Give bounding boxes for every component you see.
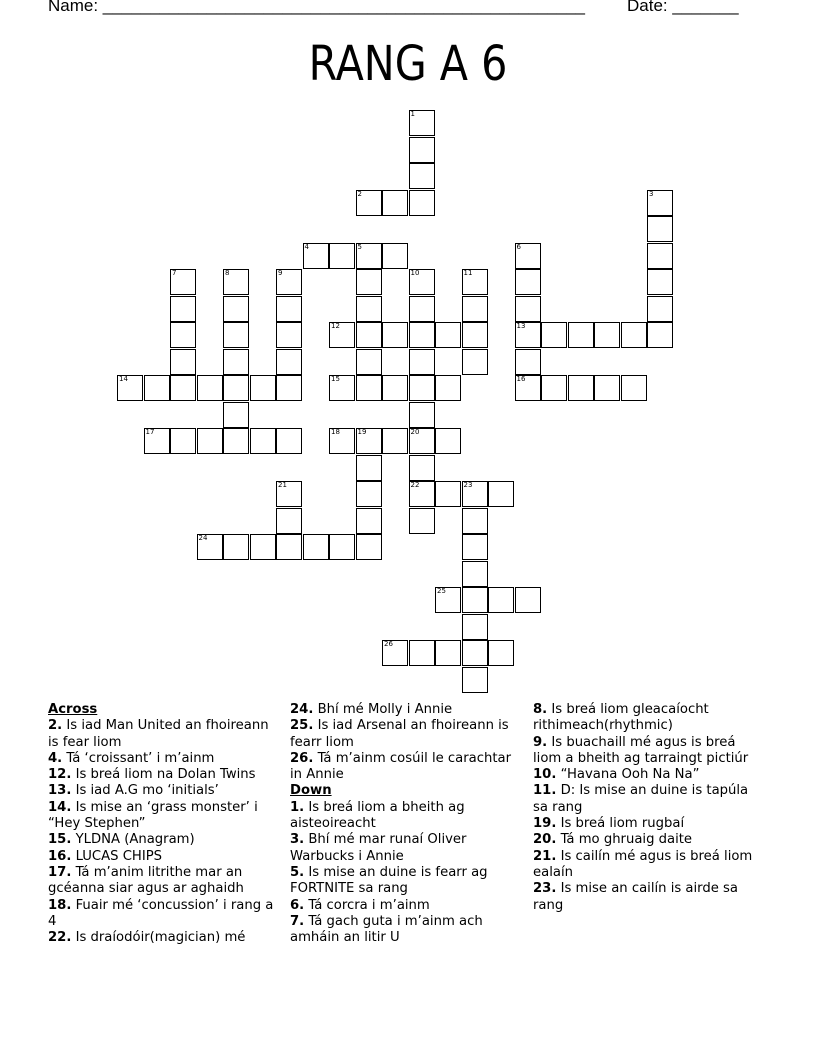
crossword-cell[interactable]: [462, 667, 488, 693]
crossword-cell[interactable]: [409, 296, 435, 322]
crossword-cell[interactable]: [276, 428, 302, 454]
crossword-cell[interactable]: [515, 375, 541, 401]
crossword-cell[interactable]: [356, 269, 382, 295]
clue-text: Tá ‘croissant’ i m’ainm: [62, 750, 215, 766]
clue-text: Is breá liom a bheith ag aisteoireacht: [290, 799, 465, 832]
clue-number-label: 24.: [290, 702, 314, 717]
crossword-cell[interactable]: [170, 375, 196, 401]
crossword-cell[interactable]: [276, 534, 302, 560]
crossword-cell[interactable]: [647, 190, 673, 216]
crossword-cell[interactable]: [356, 534, 382, 560]
clue-number-label: 12.: [48, 767, 72, 783]
clue-number: 2: [357, 189, 362, 198]
date-field[interactable]: Date: _______: [627, 0, 739, 15]
crossword-cell[interactable]: [409, 349, 435, 375]
crossword-cell[interactable]: [462, 269, 488, 295]
across-clue: [290, 751, 520, 784]
clue-number: 11: [463, 269, 473, 277]
clue-number-label: 13.: [48, 783, 72, 799]
clue-text: Tá m’anim litrithe mar an gcéanna siar agus ar aghaidh: [48, 864, 244, 897]
crossword-cell[interactable]: [329, 375, 355, 401]
crossword-cell[interactable]: [276, 375, 302, 401]
clue-number-label: 6.: [290, 897, 305, 913]
crossword-cell[interactable]: [647, 243, 673, 269]
crossword-cell[interactable]: [250, 375, 276, 401]
clue-number-label: 5.: [290, 864, 305, 880]
down-clue: [533, 702, 763, 735]
clue-text: Bhí mé mar runaí Oliver Warbucks i Annie: [290, 832, 467, 864]
column-3: [533, 702, 763, 914]
clue-number: 19: [357, 428, 367, 436]
clue-number-label: 23.: [533, 881, 557, 897]
clue-number: 21: [278, 481, 287, 489]
crossword-cell[interactable]: [435, 322, 461, 348]
clue-text: Is iad A.G mo ‘initials’: [71, 783, 219, 799]
crossword-cell[interactable]: [223, 269, 249, 295]
crossword-cell[interactable]: [462, 481, 488, 507]
clue-number: 3: [649, 189, 654, 198]
crossword-cell[interactable]: [409, 322, 435, 348]
crossword-cell[interactable]: [356, 349, 382, 375]
crossword-cell[interactable]: [276, 481, 302, 507]
clue-number-label: 26.: [290, 750, 314, 766]
crossword-cell[interactable]: [144, 428, 170, 454]
across-clue: [48, 865, 278, 898]
crossword-cell[interactable]: [462, 587, 488, 613]
crossword-cell[interactable]: [382, 428, 408, 454]
clue-number: 16: [516, 375, 526, 383]
across-clue: [48, 930, 278, 946]
clue-text: Is mise an cailín is airde sa rang: [533, 881, 738, 913]
crossword-cell[interactable]: [435, 375, 461, 401]
crossword-cell[interactable]: [462, 508, 488, 534]
clue-number-label: 15.: [48, 832, 72, 848]
crossword-cell[interactable]: [170, 349, 196, 375]
crossword-cell[interactable]: [170, 428, 196, 454]
crossword-cell[interactable]: [621, 322, 647, 348]
clue-number-label: 17.: [48, 864, 72, 880]
crossword-cell[interactable]: [541, 322, 567, 348]
clue-number: 8: [225, 269, 230, 277]
crossword-cell[interactable]: [303, 534, 329, 560]
clue-text: Is breá liom na Dolan Twins: [71, 767, 256, 783]
crossword-cell[interactable]: [594, 322, 620, 348]
down-clue: [290, 800, 520, 833]
crossword-cell[interactable]: [488, 481, 514, 507]
crossword-cell[interactable]: [462, 534, 488, 560]
crossword-cell[interactable]: [356, 508, 382, 534]
crossword-cell[interactable]: [329, 428, 355, 454]
clue-number: 10: [410, 269, 420, 277]
crossword-cell[interactable]: [276, 322, 302, 348]
crossword-cell[interactable]: [197, 375, 223, 401]
crossword-cell[interactable]: [568, 322, 594, 348]
clue-number-label: 2.: [48, 718, 63, 734]
clue-number: 14: [119, 375, 128, 383]
clue-text: “Havana Ooh Na Na”: [556, 767, 700, 783]
crossword-cell[interactable]: [409, 428, 435, 454]
clue-number-label: 25.: [290, 718, 314, 734]
crossword-cell[interactable]: [223, 428, 249, 454]
clue-text: Is draíodóir(magician) mé: [71, 930, 246, 946]
clue-number-label: 8.: [533, 702, 548, 717]
clue-number: 15: [331, 375, 340, 383]
crossword-cell[interactable]: [276, 269, 302, 295]
clue-text: Is buachaill mé agus is breá liom a bheith ag tarraingt pictiúr: [533, 734, 749, 766]
crossword-cell[interactable]: [223, 375, 249, 401]
crossword-cell[interactable]: [356, 190, 382, 216]
name-field[interactable]: Name: ___________________________________________________: [48, 0, 585, 15]
clue-text: Tá gach guta i m’ainm ach amháin an litir U: [290, 913, 483, 946]
crossword-cell[interactable]: [170, 269, 196, 295]
crossword-cell[interactable]: [382, 322, 408, 348]
crossword-cell[interactable]: [356, 455, 382, 481]
down-clue: [533, 783, 763, 816]
column-2: [290, 702, 520, 946]
clue-number-label: 22.: [48, 930, 72, 946]
crossword-cell[interactable]: [515, 269, 541, 295]
crossword-cell[interactable]: [409, 137, 435, 163]
crossword-cell[interactable]: [435, 640, 461, 666]
clue-text: Is mise an ‘grass monster’ i “Hey Stephen”: [48, 799, 258, 832]
crossword-cell[interactable]: [515, 296, 541, 322]
clue-number-label: 1.: [290, 799, 305, 815]
crossword-cell[interactable]: [409, 163, 435, 189]
clue-text: LUCAS CHIPS: [71, 848, 163, 864]
clue-number: 9: [278, 269, 283, 277]
crossword-cell[interactable]: [515, 322, 541, 348]
crossword-cell[interactable]: [594, 375, 620, 401]
crossword-cell[interactable]: [488, 587, 514, 613]
down-clue: [290, 865, 520, 898]
clue-number: 22: [410, 481, 420, 489]
clue-number-label: 7.: [290, 913, 305, 929]
clue-text: Is iad Arsenal an fhoireann is fearr liom: [290, 718, 509, 750]
across-clue: [48, 767, 278, 783]
clue-text: Is iad Man United an fhoireann is fear liom: [48, 718, 269, 750]
crossword-cell[interactable]: [647, 322, 673, 348]
crossword-cell[interactable]: [197, 534, 223, 560]
crossword-cell[interactable]: [356, 296, 382, 322]
crossword-cell[interactable]: [276, 349, 302, 375]
page-title: RANG A 6: [308, 36, 508, 92]
crossword-cell[interactable]: [223, 296, 249, 322]
crossword-cell[interactable]: [356, 481, 382, 507]
crossword-cell[interactable]: [356, 375, 382, 401]
across-clue: [48, 849, 278, 865]
across-clue: [48, 800, 278, 833]
clue-number: 4: [304, 242, 309, 251]
crossword-cell[interactable]: [409, 269, 435, 295]
crossword-cell[interactable]: [409, 402, 435, 428]
crossword-cell[interactable]: [329, 534, 355, 560]
crossword-cell[interactable]: [356, 322, 382, 348]
clue-number-label: 14.: [48, 799, 72, 815]
across-clue: [48, 898, 278, 931]
crossword-cell[interactable]: [223, 402, 249, 428]
crossword-cell[interactable]: [515, 349, 541, 375]
crossword-cell[interactable]: [515, 587, 541, 613]
crossword-cell[interactable]: [488, 640, 514, 666]
crossword-cell[interactable]: [382, 243, 408, 269]
crossword-cell[interactable]: [409, 481, 435, 507]
down-clue: [533, 849, 763, 882]
across-clue: [48, 832, 278, 848]
across-clue: [48, 718, 278, 751]
across-clue: [48, 751, 278, 767]
clue-number: 1: [410, 110, 415, 118]
crossword-cell[interactable]: [303, 243, 329, 269]
down-heading: Down: [290, 783, 332, 799]
crossword-cell[interactable]: [647, 269, 673, 295]
down-clue: [290, 914, 520, 947]
crossword-cell[interactable]: [276, 508, 302, 534]
clue-number-label: 21.: [533, 848, 557, 864]
crossword-cell[interactable]: [223, 349, 249, 375]
clue-text: Is cailín mé agus is breá liom ealaín: [533, 848, 753, 880]
clue-text: Is breá liom rugbaí: [556, 816, 685, 832]
crossword-cell[interactable]: [117, 375, 143, 401]
clue-number-label: 20.: [533, 832, 557, 848]
crossword-cell[interactable]: [462, 614, 488, 640]
clue-number-label: 11.: [533, 783, 557, 799]
clue-text: Fuair mé ‘concussion’ i rang a 4: [48, 897, 274, 929]
clue-number-label: 18.: [48, 897, 72, 913]
crossword-cell[interactable]: [541, 375, 567, 401]
clue-text: Bhí mé Molly i Annie: [313, 702, 453, 717]
crossword-cell[interactable]: [515, 243, 541, 269]
crossword-cell[interactable]: [329, 243, 355, 269]
clue-text: Tá corcra i m’ainm: [304, 897, 430, 913]
clue-number: 20: [410, 428, 420, 436]
clue-text: YLDNA (Anagram): [71, 832, 195, 848]
clue-number-label: 4.: [48, 750, 63, 766]
crossword-cell[interactable]: [435, 587, 461, 613]
across-clue: [290, 702, 520, 718]
clue-number: 6: [516, 242, 521, 251]
clue-number: 13: [516, 322, 526, 330]
crossword-cell[interactable]: [276, 296, 302, 322]
across-clues: [48, 702, 278, 946]
clue-number-label: 16.: [48, 848, 72, 864]
crossword-cell[interactable]: [356, 428, 382, 454]
crossword-cell[interactable]: [223, 534, 249, 560]
crossword-cell[interactable]: [170, 322, 196, 348]
clue-text: Tá m’ainm cosúil le carachtar in Annie: [290, 750, 512, 783]
down-clue: [290, 832, 520, 865]
across-clue: [290, 718, 520, 751]
down-clue: [533, 881, 763, 914]
clue-number: 24: [198, 534, 208, 542]
clue-text: Is breá liom gleacaíocht rithimeach(rhythmic): [533, 702, 709, 734]
crossword-cell[interactable]: [382, 190, 408, 216]
crossword-cell[interactable]: [144, 375, 170, 401]
crossword-cell[interactable]: [382, 640, 408, 666]
crossword-cell[interactable]: [647, 216, 673, 242]
crossword-cell[interactable]: [462, 296, 488, 322]
clue-number: 7: [172, 269, 177, 277]
clue-number: 18: [331, 428, 340, 436]
crossword-cell[interactable]: [647, 296, 673, 322]
clue-number-label: 10.: [533, 767, 557, 783]
crossword-cell[interactable]: [409, 190, 435, 216]
down-clue: [290, 898, 520, 914]
clue-number: 26: [384, 640, 393, 648]
crossword-cell[interactable]: [250, 428, 276, 454]
crossword-cell[interactable]: [356, 243, 382, 269]
crossword-cell[interactable]: [170, 296, 196, 322]
crossword-cell[interactable]: [329, 322, 355, 348]
crossword-cell[interactable]: [197, 428, 223, 454]
crossword-cell[interactable]: [462, 640, 488, 666]
crossword-cell[interactable]: [250, 534, 276, 560]
down-clue: [533, 816, 763, 832]
crossword-cell[interactable]: [409, 508, 435, 534]
crossword-cell[interactable]: [462, 561, 488, 587]
crossword-cell[interactable]: [409, 455, 435, 481]
clue-number: 12: [331, 322, 340, 330]
across-clue: [48, 783, 278, 799]
down-clue: [533, 767, 763, 783]
clue-text: Tá mo ghruaig daite: [556, 832, 693, 848]
crossword-cell[interactable]: [435, 481, 461, 507]
crossword-cell[interactable]: [621, 375, 647, 401]
crossword-cell[interactable]: [409, 110, 435, 136]
clue-number-label: 3.: [290, 832, 305, 848]
clue-text: Is mise an duine is fearr ag FORTNITE sa rang: [290, 864, 488, 897]
crossword-cell[interactable]: [462, 349, 488, 375]
crossword-cell[interactable]: [223, 322, 249, 348]
crossword-cell[interactable]: [382, 375, 408, 401]
crossword-cell[interactable]: [409, 375, 435, 401]
across-heading: Across: [48, 702, 98, 717]
clue-number-label: 9.: [533, 734, 548, 750]
down-clue: [533, 832, 763, 848]
crossword-cell[interactable]: [462, 322, 488, 348]
clue-number: 25: [437, 587, 446, 595]
crossword-cell[interactable]: [435, 428, 461, 454]
crossword-cell[interactable]: [568, 375, 594, 401]
clue-number-label: 19.: [533, 816, 557, 832]
clue-number: 5: [357, 242, 362, 251]
clue-number: 17: [145, 428, 155, 436]
crossword-cell[interactable]: [409, 640, 435, 666]
down-clue: [533, 735, 763, 768]
clue-number: 23: [463, 481, 473, 489]
clue-text: D: Is mise an duine is tapúla sa rang: [533, 783, 749, 815]
